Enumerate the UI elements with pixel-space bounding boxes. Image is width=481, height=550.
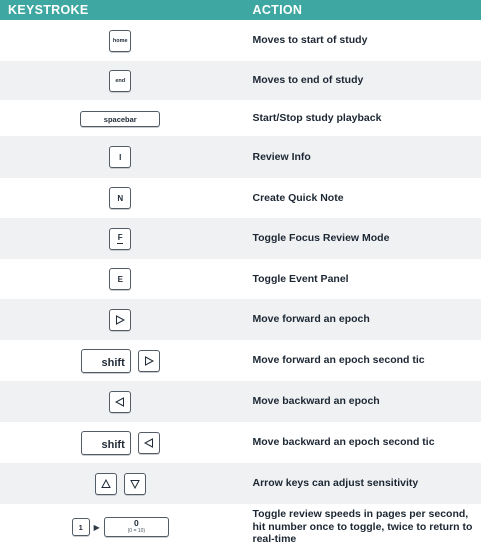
f-key-label: F	[117, 233, 123, 242]
table-row	[0, 136, 481, 178]
up-arrow-key	[95, 473, 117, 495]
table-row	[0, 100, 481, 136]
table-row	[0, 218, 481, 259]
shift-key: shift	[81, 431, 131, 455]
end-key: end	[109, 70, 131, 92]
f-key-underline	[117, 243, 123, 244]
action-cell: Start/Stop study playback	[252, 111, 382, 124]
table-header-row	[0, 0, 481, 20]
up-arrow-icon	[101, 479, 111, 489]
action-cell: Toggle Event Panel	[252, 272, 349, 285]
spacebar-key: spacebar	[80, 111, 160, 127]
key-combo	[81, 431, 160, 455]
keystroke-cell	[0, 100, 241, 136]
down-arrow-icon	[130, 479, 140, 489]
action-cell: Review Info	[241, 136, 481, 178]
left-arrow-key	[138, 432, 160, 454]
keystroke-cell	[0, 136, 241, 178]
keystroke-cell	[0, 299, 241, 340]
left-arrow-icon	[144, 438, 154, 448]
action-cell: Moves to start of study	[252, 34, 368, 47]
keystroke-cell	[0, 340, 241, 381]
f-key	[109, 228, 131, 250]
action-cell: Arrow keys can adjust sensitivity	[241, 463, 481, 504]
table-row	[0, 259, 481, 299]
zero-key	[104, 517, 169, 537]
e-key: E	[109, 268, 131, 290]
home-key: home	[109, 30, 131, 52]
key-combo	[72, 517, 169, 537]
shift-key: shift	[81, 349, 131, 373]
action-cell: Move forward an epoch second tic	[252, 354, 425, 367]
table-row	[0, 340, 481, 381]
zero-key-label: 0	[133, 518, 139, 529]
keystroke-cell	[0, 61, 241, 100]
action-cell: Toggle Focus Review Mode	[241, 218, 481, 259]
n-key: N	[109, 187, 131, 209]
table-row	[0, 463, 481, 504]
i-key: I	[109, 146, 131, 168]
action-cell: Move backward an epoch	[241, 381, 481, 422]
left-arrow-key	[109, 391, 131, 413]
right-arrow-icon	[115, 315, 125, 325]
table-row	[0, 299, 481, 340]
arrow-separator-icon: ▶	[93, 522, 100, 532]
key-combo	[95, 473, 146, 495]
table-row	[0, 504, 481, 550]
key-combo	[81, 349, 160, 373]
zero-key-sublabel: (0 = 10)	[127, 528, 146, 535]
right-arrow-icon	[144, 356, 154, 366]
keystroke-column-header: KEYSTROKE	[0, 0, 241, 20]
action-cell: Move backward an epoch second tic	[252, 436, 435, 449]
table-row	[0, 20, 481, 61]
left-arrow-icon	[115, 397, 125, 407]
one-key: 1	[72, 518, 90, 536]
keystroke-cell	[0, 20, 241, 61]
table-row	[0, 381, 481, 422]
action-cell: Create Quick Note	[252, 191, 344, 204]
keystroke-cell	[0, 259, 241, 299]
keystroke-cell	[0, 218, 241, 259]
keystroke-cell	[0, 381, 241, 422]
action-column-header: ACTION	[241, 0, 481, 20]
keystroke-cell	[0, 422, 241, 463]
keystroke-cell	[0, 178, 241, 218]
action-cell: Moves to end of study	[241, 61, 481, 100]
table-row	[0, 61, 481, 100]
right-arrow-key	[109, 309, 131, 331]
table-row	[0, 178, 481, 218]
right-arrow-key	[138, 350, 160, 372]
keystroke-cell	[0, 504, 241, 550]
table-row	[0, 422, 481, 463]
keystroke-cell	[0, 463, 241, 504]
action-cell: Toggle review speeds in pages per second, hit number once to toggle, twice to return to real-time	[252, 508, 473, 546]
down-arrow-key	[124, 473, 146, 495]
action-cell: Move forward an epoch	[241, 299, 481, 340]
